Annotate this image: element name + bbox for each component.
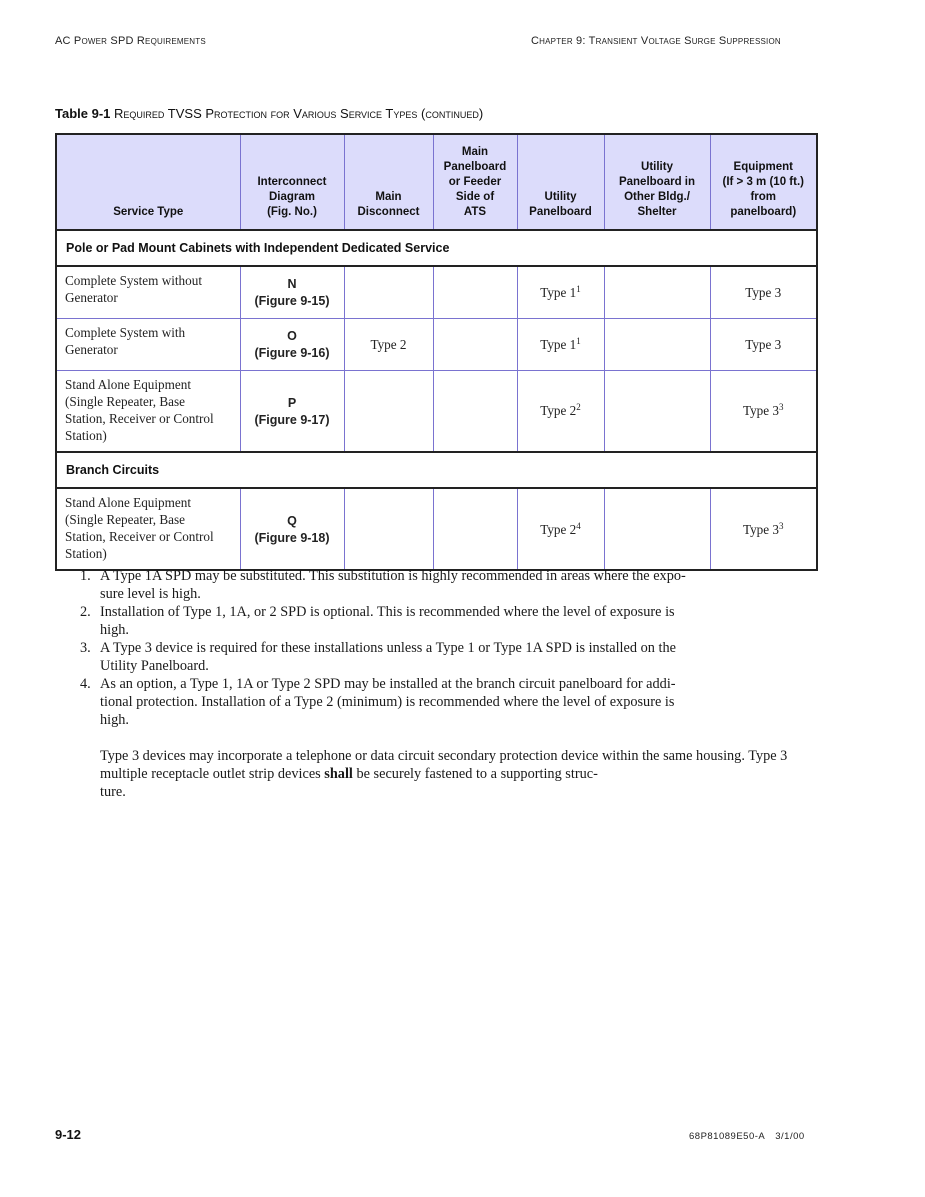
section-title: Branch Circuits [56,452,817,488]
cell-diagram [240,488,344,570]
footnote-item [80,639,792,675]
equipment-type: Type 3 [745,336,782,352]
table-caption-text: Required TVSS Protection for Various Service Types (continued) [114,106,484,121]
equipment-type: Type 3 [742,521,780,537]
cell-other-bldg [604,370,710,452]
cell-equipment [710,370,817,452]
cell-main-panelboard [433,488,517,570]
cell-diagram [240,266,344,318]
section-title: Pole or Pad Mount Cabinets with Independent Dedicated Service [56,230,817,266]
diagram-letter: Q [287,514,297,528]
footnote-ref: 4 [576,520,581,531]
diagram-figure-ref: (Figure 9-18) [254,531,330,545]
column-header-line: Panelboard [443,161,507,173]
footnote-list [80,567,792,729]
footnote-number: 1. [80,568,91,584]
header-left-text: AC Power SPD Requirements [55,35,206,47]
utility-type: Type 1 [540,336,577,352]
column-header-utility-panelboard [517,134,604,230]
service-type-line: Stand Alone Equipment [65,495,192,510]
cell-utility-panelboard [517,318,604,370]
cell-utility-panelboard [517,488,604,570]
paragraph-text-end: ture. [100,784,126,800]
table-row [56,266,817,318]
column-header-line: Service Type [113,206,184,218]
cell-diagram [240,318,344,370]
table-row [56,370,817,452]
column-header-other-bldg-panelboard [604,134,710,230]
cell-main-disconnect: Type 2 [344,318,433,370]
cell-equipment [710,318,817,370]
diagram-letter: O [287,329,297,343]
cell-other-bldg [604,488,710,570]
footnote-text-line: high. [100,712,129,728]
cell-equipment [710,266,817,318]
footnote-text-line: tional protection. Installation of a Type 2 (minimum) is recommended where the level of exposure is [100,694,675,710]
footnote-ref: 1 [576,283,581,294]
cell-main-disconnect [344,266,433,318]
service-type-line: Complete System without [65,273,203,288]
paragraph-text-rest: be securely fastened to a supporting struc- [352,766,598,782]
service-type-line: Generator [65,341,118,357]
section-row [56,230,817,266]
diagram-figure-ref: (Figure 9-17) [254,412,330,427]
equipment-type: Type 3 [742,403,780,419]
cell-main-panelboard [433,266,517,318]
column-header-line: Diagram [268,191,316,203]
column-header-line: ATS [463,206,487,218]
cell-service-type [56,488,240,570]
cell-service-type [56,318,240,370]
type3-paragraph [100,747,792,801]
cell-other-bldg [604,318,710,370]
cell-main-panelboard [433,318,517,370]
footnotes [80,567,792,801]
diagram-letter: P [287,395,297,410]
service-type-line: Complete System with [65,324,186,340]
equipment-type: Type 3 [745,284,782,300]
doc-date: 3/1/00 [775,1131,805,1142]
service-type-line: Stand Alone Equipment [65,376,192,392]
table-caption [55,106,483,121]
column-header-line: Shelter [637,206,677,218]
column-header-line: panelboard) [730,206,797,218]
diagram-figure-ref: (Figure 9-15) [254,294,330,309]
footnote-item [80,675,792,729]
cell-utility-panelboard [517,370,604,452]
cell-main-disconnect [344,370,433,452]
column-header-line: from [750,191,777,203]
column-header-service-type [56,134,240,230]
table-row [56,488,817,570]
footnote-ref: 3 [779,520,784,531]
service-type-line: Station, Receiver or Control [65,529,214,544]
column-header-line: Side of [455,191,495,203]
column-header-equipment [710,134,817,230]
cell-other-bldg [604,266,710,318]
utility-type: Type 1 [540,284,577,300]
footnote-text-line: A Type 3 device is required for these installations unless a Type 1 or Type 1A SPD is installed on the [100,640,676,656]
footnote-number: 2. [80,604,91,620]
service-type-line: (Single Repeater, Base [65,512,185,527]
column-header-line: Panelboard in [618,176,696,188]
footnote-number: 3. [80,640,91,656]
service-type-line: Generator [65,290,118,305]
column-header-line: Interconnect [257,176,327,188]
column-header-line: Disconnect [357,206,420,218]
cell-diagram [240,370,344,452]
service-type-line: (Single Repeater, Base [65,393,185,409]
column-header-interconnect-diagram [240,134,344,230]
table-header-row [56,134,817,230]
footnote-item [80,603,792,639]
column-header-main-disconnect [344,134,433,230]
paragraph-bold: shall [324,766,353,782]
utility-type: Type 2 [540,521,577,537]
column-header-line: Utility [641,161,673,173]
column-header-line: Main [375,191,402,203]
footnote-ref: 2 [576,402,581,413]
footer-doc-info [689,1131,805,1142]
page-number: 9-12 [55,1127,82,1142]
footnote-number: 4. [80,676,91,692]
cell-service-type [56,370,240,452]
footnote-ref: 3 [779,402,784,413]
cell-service-type [56,266,240,318]
table-row [56,318,817,370]
column-header-line: (Fig. No.) [267,206,317,218]
service-type-line: Station, Receiver or Control [65,410,214,426]
footnote-item [80,567,792,603]
column-header-line: or Feeder [448,176,502,188]
footnote-text-line: As an option, a Type 1, 1A or Type 2 SPD may be installed at the branch circuit panelboard for addi- [100,676,676,692]
section-row [56,452,817,488]
column-header-line: Utility [544,191,577,203]
paragraph-text: Type 3 devices may incorporate a telephone or data circuit secondary protection device within the same housing. Type 3 multiple receptacle outlet strip devices [100,748,788,782]
cell-utility-panelboard [517,266,604,318]
footnote-text-line: sure level is high. [100,586,201,602]
column-header-line: Panelboard [529,206,592,218]
footnote-text-line: A Type 1A SPD may be substituted. This substitution is highly recommended in areas where the expo- [100,568,686,584]
utility-type: Type 2 [540,403,577,419]
footnote-ref: 1 [576,335,581,346]
service-type-line: Station) [65,427,107,443]
service-type-line: Station) [65,546,107,561]
column-header-line: Other Bldg./ [624,191,690,203]
table-caption-label: Table 9-1 [55,106,111,121]
footnote-text-line: high. [100,622,129,638]
header-right-text: Chapter 9: Transient Voltage Surge Suppression [531,35,781,47]
cell-equipment [710,488,817,570]
diagram-letter: N [287,277,297,292]
cell-main-disconnect [344,488,433,570]
diagram-figure-ref: (Figure 9-16) [254,346,330,360]
column-header-line: Main [461,146,489,158]
column-header-main-panelboard [433,134,517,230]
tvss-table [55,133,818,571]
running-header-right [531,35,781,47]
running-header-left [55,35,206,47]
footnote-text-line: Installation of Type 1, 1A, or 2 SPD is optional. This is recommended where the level of exposure is [100,604,675,620]
column-header-line: Equipment [733,161,793,173]
cell-main-panelboard [433,370,517,452]
doc-id: 68P81089E50-A [689,1131,766,1142]
footnote-text-line: Utility Panelboard. [100,658,209,674]
column-header-line: (If > 3 m (10 ft.) [722,176,804,188]
